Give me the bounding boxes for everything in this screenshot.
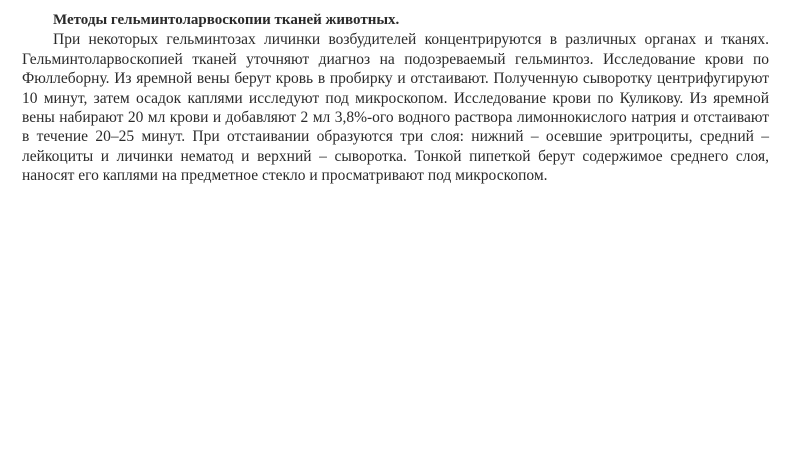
slide-title: Методы гельминтоларвоскопии тканей животных. — [53, 12, 400, 28]
slide-content — [22, 11, 769, 186]
body-paragraph: При некоторых гельминтозах личинки возбудителей концентрируются в различных органах и тканях. Гельминтоларвоскопией тканей уточняют диагноз на подозреваемый гельминтоз. Исследование крови по Фюллеборну. Из яремной вены берут кровь в пробирку и отстаивают. Полученную сыворотку центрифугируют 10 минут, затем осадок каплями исследуют под микроскопом. Исследование крови по Куликову. Из яремной вены набирают 20 мл крови и добавляют 2 мл 3,8%-ого водного раствора лимоннокислого натрия и отстаивают в течение 20–25 минут. При отстаивании образуются три слоя: нижний – осевшие эритроциты, средний – лейкоциты и личинки нематод и верхний – сыворотка. Тонкой пипеткой берут содержимое среднего слоя, наносят его каплями на предметное стекло и просматривают под микроскопом. — [22, 31, 769, 185]
